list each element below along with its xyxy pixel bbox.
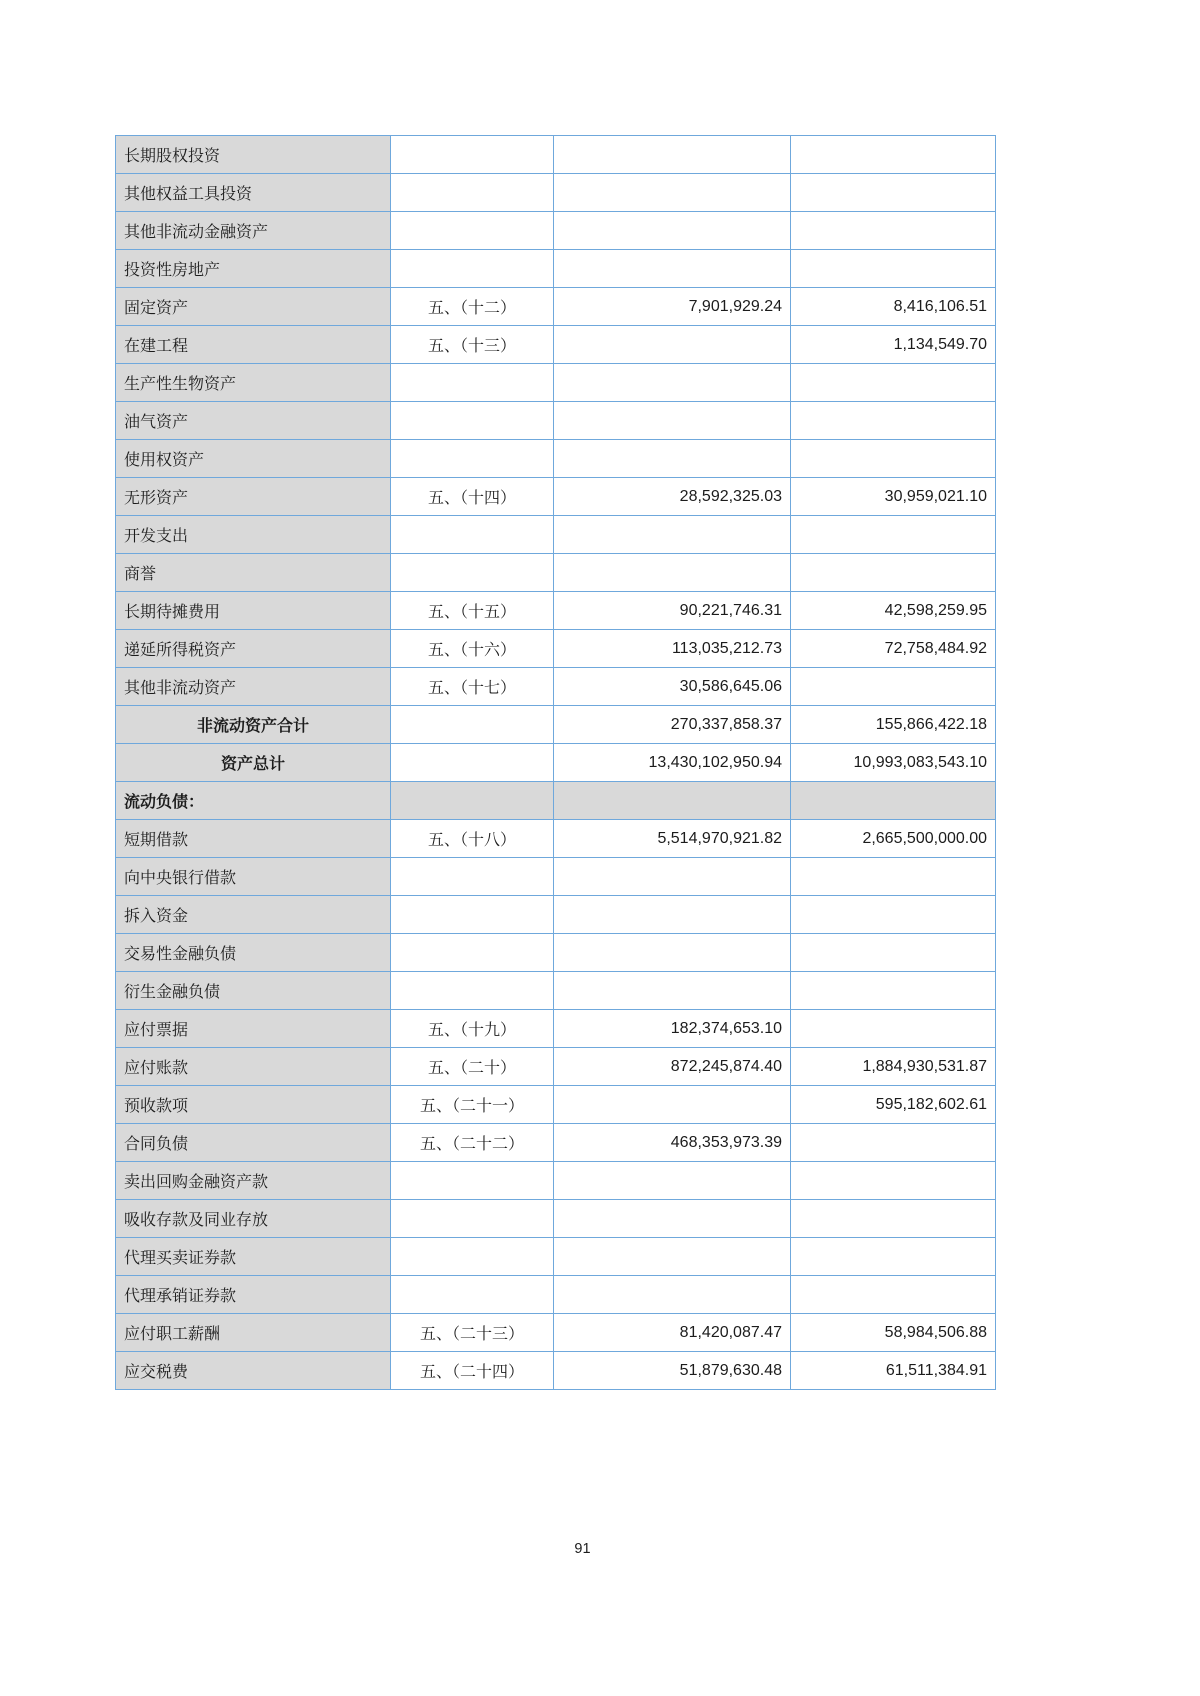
item-cell: 代理承销证券款 <box>116 1276 391 1314</box>
note-cell <box>391 136 554 174</box>
item-cell: 应付职工薪酬 <box>116 1314 391 1352</box>
current-amount-cell <box>554 326 791 364</box>
item-cell: 在建工程 <box>116 326 391 364</box>
prior-amount-cell <box>791 858 996 896</box>
current-amount-cell <box>554 136 791 174</box>
current-amount-cell <box>554 1200 791 1238</box>
current-amount-cell: 81,420,087.47 <box>554 1314 791 1352</box>
prior-amount-cell: 72,758,484.92 <box>791 630 996 668</box>
current-amount-cell: 270,337,858.37 <box>554 706 791 744</box>
prior-amount-cell <box>791 1238 996 1276</box>
item-cell: 无形资产 <box>116 478 391 516</box>
table-row <box>116 326 996 364</box>
table-row <box>116 1314 996 1352</box>
item-cell: 资产总计 <box>116 744 391 782</box>
prior-amount-cell: 58,984,506.88 <box>791 1314 996 1352</box>
prior-amount-cell: 595,182,602.61 <box>791 1086 996 1124</box>
item-cell: 交易性金融负债 <box>116 934 391 972</box>
note-cell: 五、（十四） <box>391 478 554 516</box>
note-cell: 五、（二十一） <box>391 1086 554 1124</box>
prior-amount-cell: 10,993,083,543.10 <box>791 744 996 782</box>
current-amount-cell: 51,879,630.48 <box>554 1352 791 1390</box>
item-cell: 使用权资产 <box>116 440 391 478</box>
note-cell: 五、（十三） <box>391 326 554 364</box>
table-row <box>116 782 996 820</box>
prior-amount-cell: 155,866,422.18 <box>791 706 996 744</box>
table-row <box>116 934 996 972</box>
current-amount-cell: 28,592,325.03 <box>554 478 791 516</box>
prior-amount-cell: 8,416,106.51 <box>791 288 996 326</box>
item-cell: 代理买卖证券款 <box>116 1238 391 1276</box>
current-amount-cell <box>554 1276 791 1314</box>
prior-amount-cell <box>791 174 996 212</box>
prior-amount-cell <box>791 136 996 174</box>
note-cell <box>391 1276 554 1314</box>
current-amount-cell <box>554 858 791 896</box>
item-cell: 固定资产 <box>116 288 391 326</box>
table-row <box>116 592 996 630</box>
note-cell: 五、（十六） <box>391 630 554 668</box>
table-row <box>116 1010 996 1048</box>
item-cell: 合同负债 <box>116 1124 391 1162</box>
current-amount-cell: 13,430,102,950.94 <box>554 744 791 782</box>
note-cell <box>391 1238 554 1276</box>
current-amount-cell: 182,374,653.10 <box>554 1010 791 1048</box>
item-cell: 应交税费 <box>116 1352 391 1390</box>
current-amount-cell: 7,901,929.24 <box>554 288 791 326</box>
table-row <box>116 744 996 782</box>
current-amount-cell <box>554 364 791 402</box>
item-cell: 其他权益工具投资 <box>116 174 391 212</box>
prior-amount-cell: 1,134,549.70 <box>791 326 996 364</box>
table-row <box>116 440 996 478</box>
balance-sheet-table <box>115 135 996 1390</box>
note-cell <box>391 858 554 896</box>
current-amount-cell: 5,514,970,921.82 <box>554 820 791 858</box>
table-row <box>116 706 996 744</box>
item-cell: 油气资产 <box>116 402 391 440</box>
current-amount-cell <box>554 402 791 440</box>
item-cell: 商誉 <box>116 554 391 592</box>
current-amount-cell: 90,221,746.31 <box>554 592 791 630</box>
note-cell: 五、（二十二） <box>391 1124 554 1162</box>
table-row <box>116 1276 996 1314</box>
table-row <box>116 136 996 174</box>
item-cell: 长期股权投资 <box>116 136 391 174</box>
current-amount-cell: 113,035,212.73 <box>554 630 791 668</box>
current-amount-cell <box>554 1086 791 1124</box>
item-cell: 短期借款 <box>116 820 391 858</box>
current-amount-cell <box>554 174 791 212</box>
note-cell <box>391 554 554 592</box>
current-amount-cell <box>554 440 791 478</box>
table-row <box>116 174 996 212</box>
item-cell: 卖出回购金融资产款 <box>116 1162 391 1200</box>
note-cell <box>391 706 554 744</box>
note-cell <box>391 782 554 820</box>
prior-amount-cell: 1,884,930,531.87 <box>791 1048 996 1086</box>
current-amount-cell: 872,245,874.40 <box>554 1048 791 1086</box>
prior-amount-cell <box>791 364 996 402</box>
table-row <box>116 858 996 896</box>
table-row <box>116 1352 996 1390</box>
note-cell: 五、（十二） <box>391 288 554 326</box>
current-amount-cell <box>554 212 791 250</box>
prior-amount-cell: 30,959,021.10 <box>791 478 996 516</box>
current-amount-cell <box>554 934 791 972</box>
prior-amount-cell <box>791 934 996 972</box>
item-cell: 其他非流动金融资产 <box>116 212 391 250</box>
prior-amount-cell: 61,511,384.91 <box>791 1352 996 1390</box>
item-cell: 预收款项 <box>116 1086 391 1124</box>
table-row <box>116 478 996 516</box>
table-row <box>116 1124 996 1162</box>
note-cell <box>391 972 554 1010</box>
balance-sheet-body <box>116 136 996 1390</box>
table-row <box>116 288 996 326</box>
current-amount-cell <box>554 1238 791 1276</box>
note-cell <box>391 402 554 440</box>
prior-amount-cell <box>791 782 996 820</box>
prior-amount-cell <box>791 668 996 706</box>
note-cell <box>391 212 554 250</box>
table-row <box>116 554 996 592</box>
prior-amount-cell <box>791 402 996 440</box>
item-cell: 非流动资产合计 <box>116 706 391 744</box>
current-amount-cell <box>554 972 791 1010</box>
current-amount-cell <box>554 250 791 288</box>
table-row <box>116 212 996 250</box>
prior-amount-cell <box>791 212 996 250</box>
note-cell <box>391 364 554 402</box>
table-row <box>116 896 996 934</box>
note-cell: 五、（十五） <box>391 592 554 630</box>
table-row <box>116 402 996 440</box>
prior-amount-cell <box>791 1162 996 1200</box>
item-cell: 拆入资金 <box>116 896 391 934</box>
current-amount-cell <box>554 896 791 934</box>
item-cell: 递延所得税资产 <box>116 630 391 668</box>
current-amount-cell <box>554 782 791 820</box>
table-row <box>116 668 996 706</box>
prior-amount-cell <box>791 1276 996 1314</box>
prior-amount-cell <box>791 554 996 592</box>
prior-amount-cell <box>791 896 996 934</box>
note-cell <box>391 1162 554 1200</box>
note-cell <box>391 934 554 972</box>
table-row <box>116 250 996 288</box>
note-cell: 五、（二十三） <box>391 1314 554 1352</box>
prior-amount-cell <box>791 516 996 554</box>
current-amount-cell <box>554 516 791 554</box>
note-cell <box>391 516 554 554</box>
item-cell: 应付票据 <box>116 1010 391 1048</box>
page-number: 91 <box>574 1541 591 1557</box>
prior-amount-cell <box>791 1200 996 1238</box>
prior-amount-cell: 2,665,500,000.00 <box>791 820 996 858</box>
current-amount-cell: 468,353,973.39 <box>554 1124 791 1162</box>
note-cell <box>391 250 554 288</box>
table-row <box>116 820 996 858</box>
table-row <box>116 1238 996 1276</box>
table-row <box>116 972 996 1010</box>
table-row <box>116 1200 996 1238</box>
item-cell: 其他非流动资产 <box>116 668 391 706</box>
note-cell: 五、（十八） <box>391 820 554 858</box>
current-amount-cell <box>554 1162 791 1200</box>
item-cell: 流动负债： <box>116 782 391 820</box>
note-cell: 五、（十七） <box>391 668 554 706</box>
note-cell <box>391 896 554 934</box>
prior-amount-cell <box>791 440 996 478</box>
table-row <box>116 1048 996 1086</box>
prior-amount-cell: 42,598,259.95 <box>791 592 996 630</box>
prior-amount-cell <box>791 250 996 288</box>
table-row <box>116 1086 996 1124</box>
current-amount-cell <box>554 554 791 592</box>
note-cell <box>391 174 554 212</box>
item-cell: 生产性生物资产 <box>116 364 391 402</box>
prior-amount-cell <box>791 972 996 1010</box>
item-cell: 衍生金融负债 <box>116 972 391 1010</box>
item-cell: 长期待摊费用 <box>116 592 391 630</box>
prior-amount-cell <box>791 1124 996 1162</box>
current-amount-cell: 30,586,645.06 <box>554 668 791 706</box>
table-row <box>116 630 996 668</box>
note-cell: 五、（二十四） <box>391 1352 554 1390</box>
item-cell: 投资性房地产 <box>116 250 391 288</box>
table-row <box>116 1162 996 1200</box>
table-row <box>116 364 996 402</box>
item-cell: 开发支出 <box>116 516 391 554</box>
item-cell: 吸收存款及同业存放 <box>116 1200 391 1238</box>
item-cell: 应付账款 <box>116 1048 391 1086</box>
table-row <box>116 516 996 554</box>
item-cell: 向中央银行借款 <box>116 858 391 896</box>
note-cell: 五、（十九） <box>391 1010 554 1048</box>
note-cell <box>391 440 554 478</box>
prior-amount-cell <box>791 1010 996 1048</box>
note-cell <box>391 1200 554 1238</box>
note-cell <box>391 744 554 782</box>
note-cell: 五、（二十） <box>391 1048 554 1086</box>
